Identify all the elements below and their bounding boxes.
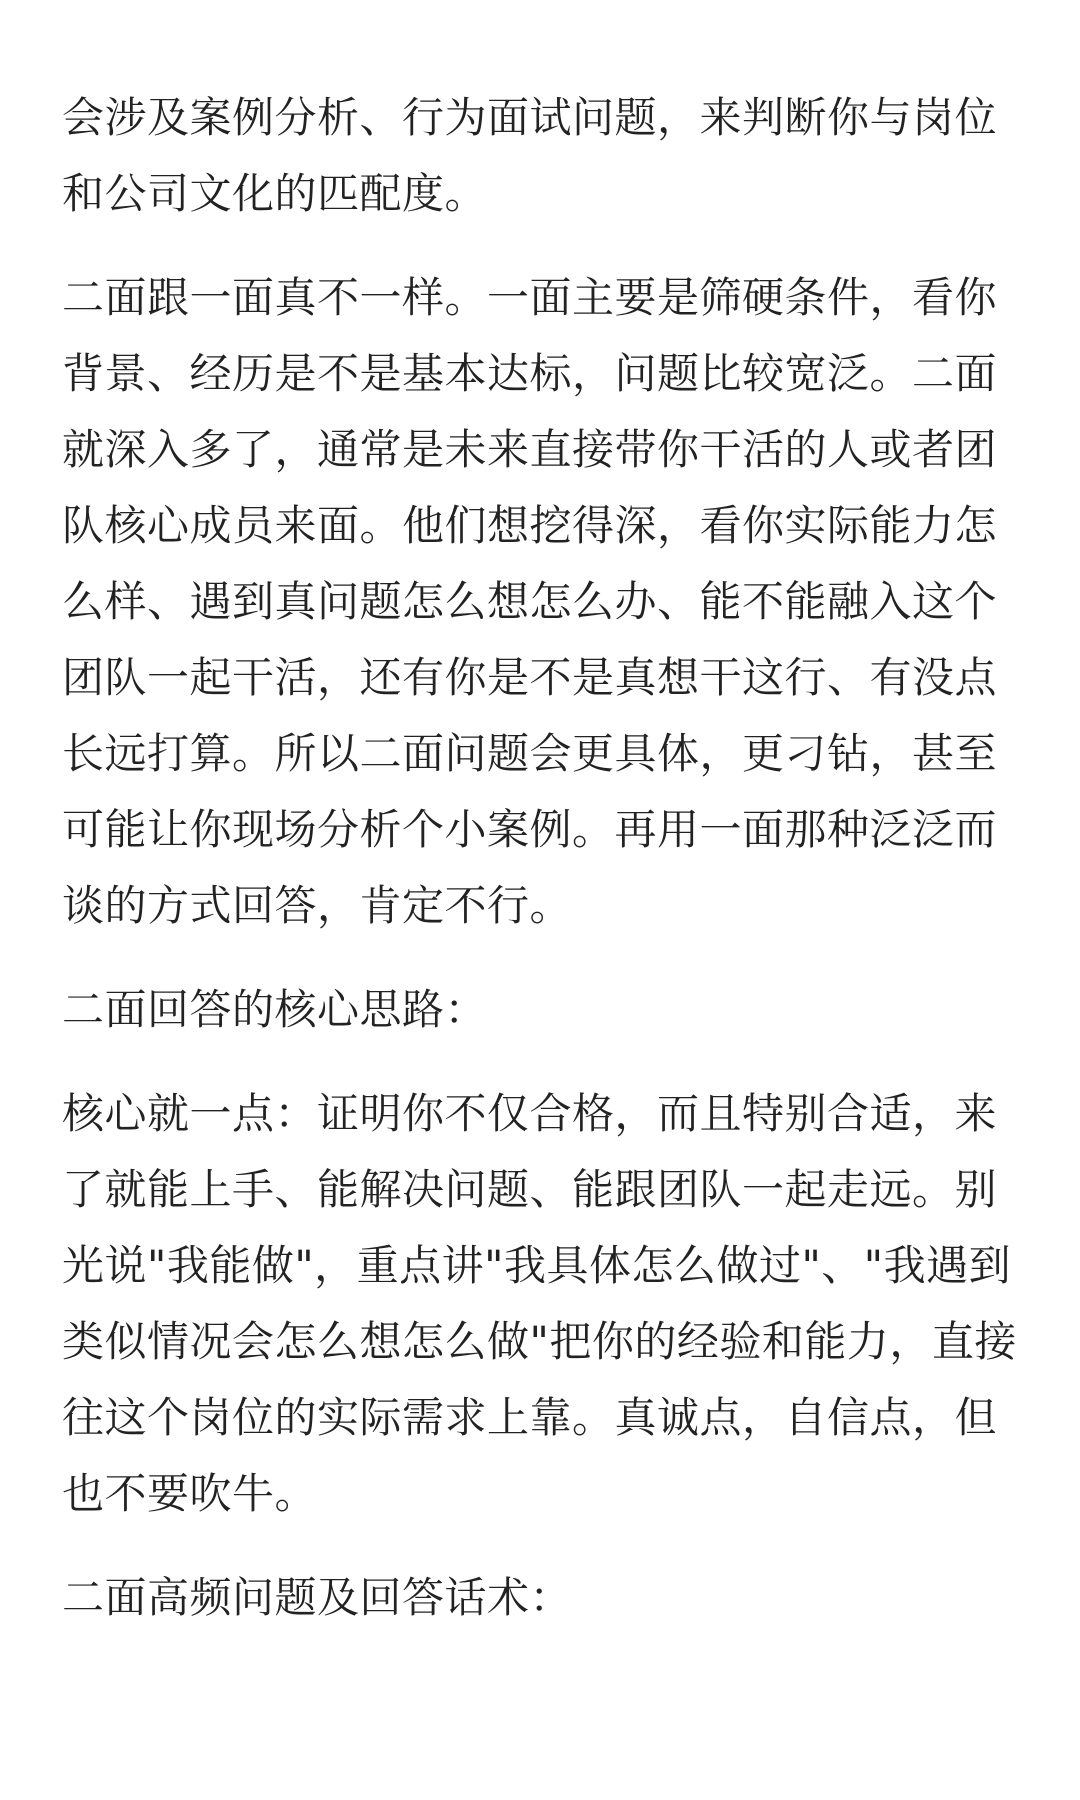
paragraph-intro: 会涉及案例分析、行为面试问题，来判断你与岗位和公司文化的匹配度。 <box>62 93 998 218</box>
section-heading-frequent-questions: 二面高频问题及回答话术： <box>62 1573 573 1622</box>
article-body <box>62 80 1022 1664</box>
paragraph-core-approach: 核心就一点：证明你不仅合格，而且特别合适，来了就能上手、能解决问题、能跟团队一起走远。别光说"我能做"，重点讲"我具体怎么做过"、"我遇到类似情况会怎么想怎么做"把你的经验和能力，直接往这个岗位的实际需求上靠。真诚点，自信点，但也不要吹牛。 <box>62 1089 1017 1518</box>
paragraph-second-interview-difference: 二面跟一面真不一样。一面主要是筛硬条件，看你背景、经历是不是基本达标，问题比较宽泛。二面就深入多了，通常是未来直接带你干活的人或者团队核心成员来面。他们想挖得深，看你实际能力怎么样、遇到真问题怎么想怎么办、能不能融入这个团队一起干活，还有你是不是真想干这行、有没点长远打算。所以二面问题会更具体，更刁钻，甚至可能让你现场分析个小案例。再用一面那种泛泛而谈的方式回答，肯定不行。 <box>62 273 998 930</box>
section-heading-core-approach: 二面回答的核心思路： <box>62 985 488 1034</box>
